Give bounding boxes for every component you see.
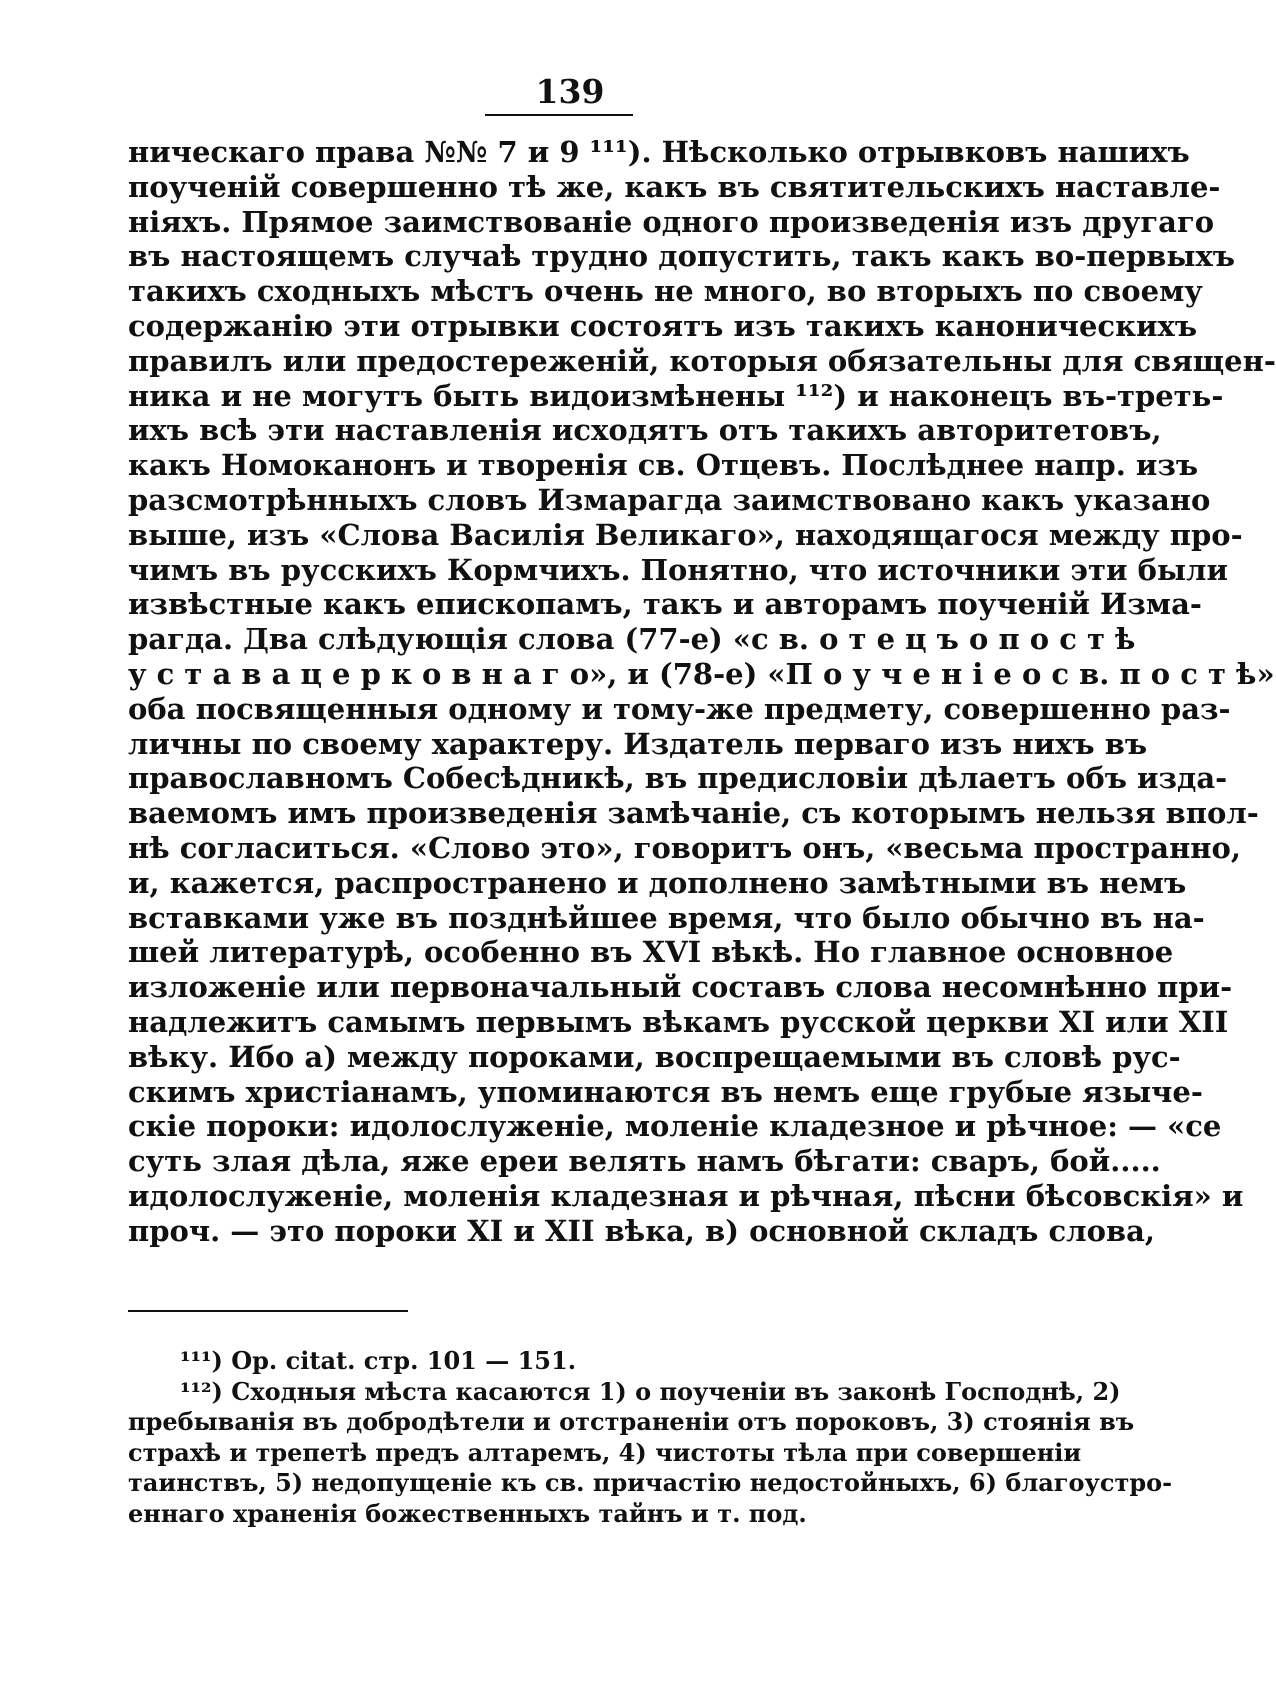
- body-line: разсмотрѣнныхъ словъ Измарагда заимствовано какъ указано: [128, 482, 1211, 517]
- body-line: выше, изъ «Слова Василія Великаго», находящагося между про-: [128, 517, 1243, 552]
- footnote-separator: [128, 1310, 408, 1312]
- body-line: ническаго права №№ 7 и 9 ¹¹¹). Нѣсколько отрывковъ нашихъ: [128, 135, 1190, 169]
- page-number: 139: [535, 72, 605, 111]
- body-line: содержанію эти отрывки состоятъ изъ такихъ каноническихъ: [128, 308, 1198, 343]
- body-line: ника и не могутъ быть видоизмѣнены ¹¹²) и наконецъ въ-треть-: [128, 378, 1224, 413]
- body-line: и, кажется, распространено и дополнено замѣтными въ немъ: [128, 865, 1187, 900]
- body-line: такихъ сходныхъ мѣстъ очень не много, во вторыхъ по своему: [128, 274, 1203, 309]
- body-line: проч. — это пороки XI и XII вѣка, в) основной складъ слова,: [128, 1213, 1155, 1248]
- footnotes: [128, 1346, 1173, 1529]
- footnote-112-line: еннаго храненія божественныхъ тайнъ и т. под.: [128, 1498, 807, 1528]
- body-line: надлежитъ самымъ первымъ вѣкамъ русской церкви XI или XII: [128, 1004, 1229, 1039]
- footnote-112-line: пребыванія въ добродѣтели и отстраненіи отъ пороковъ, 3) стоянія въ: [128, 1407, 1135, 1436]
- body-line: рагда. Два слѣдующія слова (77-е) «с в. о т е ц ъ о п о с т ѣ: [128, 622, 1136, 657]
- body-line: скіе пороки: идолослуженіе, моленіе кладезное и рѣчное: — «се: [128, 1109, 1222, 1144]
- body-line: у с т а в а ц е р к о в н а г о», и (78-е) «П о у ч е н і е о с в. п о с т ѣ»: [128, 656, 1275, 691]
- body-line: ваемомъ имъ произведенія замѣчаніе, съ которымъ нельзя впол-: [128, 796, 1259, 831]
- body-line: правилъ или предостереженій, которыя обязательны для священ-: [128, 343, 1276, 378]
- body-line: извѣстные какъ епископамъ, такъ и авторамъ поученій Изма-: [128, 587, 1202, 622]
- body-line: ніяхъ. Прямое заимствованіе одного произведенія изъ другаго: [128, 204, 1215, 239]
- body-line: вставками уже въ позднѣйшее время, что было обычно въ на-: [128, 900, 1205, 935]
- body-line: ихъ всѣ эти наставленія исходятъ отъ такихъ авторитетовъ,: [128, 413, 1162, 448]
- body-line: изложеніе или первоначальный составъ слова несомнѣнно при-: [128, 970, 1233, 1005]
- body-line: шей литературѣ, особенно въ XVI вѣкѣ. Но главное основное: [128, 935, 1174, 970]
- page-number-rule: [485, 114, 633, 116]
- body-line: какъ Номоканонъ и творенія св. Отцевъ. Послѣднее напр. изъ: [128, 448, 1199, 483]
- body-line: поученій совершенно тѣ же, какъ въ святительскихъ наставле-: [128, 169, 1221, 204]
- body-line: идолослуженіе, моленія кладезная и рѣчная, пѣсни бѣсовскія» и: [128, 1178, 1244, 1213]
- body-line: православномъ Собесѣдникѣ, въ предисловіи дѣлаетъ объ изда-: [128, 761, 1228, 796]
- footnote-112-line: ¹¹²) Сходныя мѣста касаются 1) о поученіи въ законѣ Господнѣ, 2): [180, 1376, 1121, 1406]
- body-line: оба посвященныя одному и тому-же предмету, совершенно раз-: [128, 691, 1231, 726]
- body-text: [128, 135, 1276, 1249]
- body-line: вѣку. Ибо а) между пороками, воспрещаемыми въ словѣ рус-: [128, 1039, 1181, 1074]
- body-line: личны по своему характеру. Издатель перваго изъ нихъ въ: [128, 726, 1148, 761]
- body-line: скимъ христіанамъ, упоминаются въ немъ еще грубые языче-: [128, 1074, 1203, 1109]
- footnote-111: ¹¹¹) Op. citat. стр. 101 — 151.: [180, 1346, 577, 1375]
- footnote-112-line: страхѣ и трепетѣ предъ алтаремъ, 4) чистоты тѣла при совершеніи: [128, 1437, 1082, 1467]
- body-line: нѣ согласиться. «Слово это», говоритъ онъ, «весьма пространно,: [128, 830, 1241, 865]
- body-line: суть злая дѣла, яже ереи велять намъ бѣгати: сваръ, бой.....: [128, 1144, 1161, 1179]
- body-line: чимъ въ русскихъ Кормчихъ. Понятно, что источники эти были: [128, 552, 1228, 587]
- body-line: въ настоящемъ случаѣ трудно допустить, такъ какъ во-первыхъ: [128, 239, 1235, 274]
- footnote-112-line: таинствъ, 5) недопущеніе къ св. причастію недостойныхъ, 6) благоустро-: [128, 1468, 1173, 1497]
